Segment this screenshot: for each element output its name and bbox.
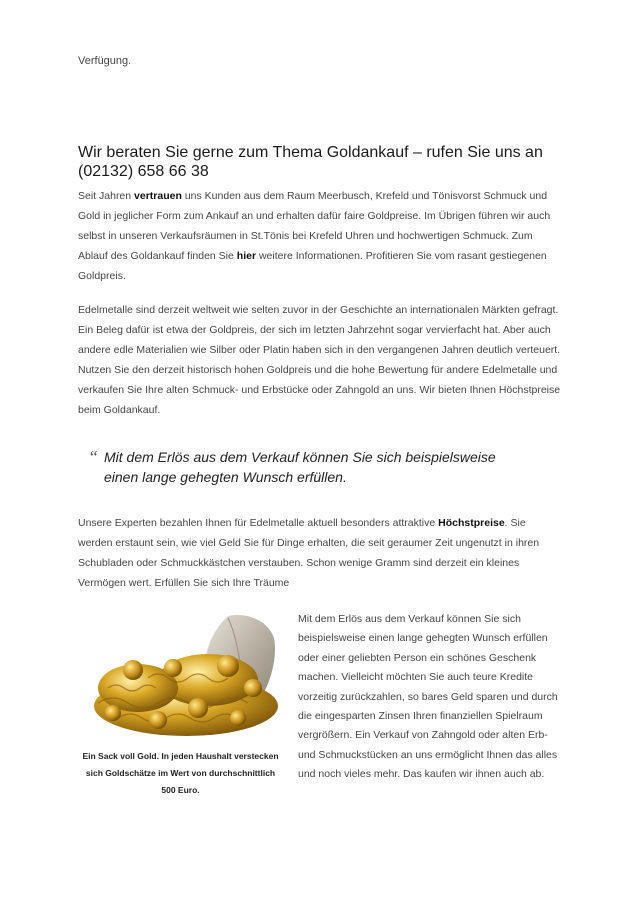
page-title [78,143,562,181]
quote-text [104,447,534,487]
p3-text-a: Unsere Experten bezahlen Ihnen für Edelmetalle aktuell besonders attraktive [78,517,439,529]
p1-text-c: uns Kunden aus dem Raum Meerbusch, Krefeld und Tönisvorst Schmuck und Gold in jeglicher Form zum Ankauf an und erhalten dafür faire Goldpreise. Im Übrigen führen wir auch selbst in unseren Verkaufsräumen in St.Tönis bei Krefeld Uhren und hochwertigen Schmuck. Zum Ablauf des Goldankauf finden Sie [78,190,551,262]
image-caption: Ein Sack voll Gold. In jeden Haushalt verstecken sich Goldschätze im Wert von durchschnittlich 500 Euro. [82,751,279,795]
paragraph-precious-metals: Edelmetalle sind derzeit weltweit wie selten zuvor in der Geschichte an internationalen Märkten gefragt. Ein Beleg dafür ist etwa der Goldpreis, der sich im letzten Jahrzehnt sogar vervierfacht hat. Aber auch andere edle Materialien wie Silber oder Platin haben sich in den vergangenen Jahren deutlich verteuert. Nutzen Sie den derzeit historisch hohen Goldpreis und die hohe Bewertung für andere Edelmetalle und verkaufen Sie Ihre alten Schmuck- und Erbstücke oder Zahngold an uns. Wir bieten Ihnen Höchstpreise beim Goldankauf. [78,304,561,416]
paragraph-experts [78,513,562,593]
link-vertrauen[interactable]: vertrauen [134,190,182,202]
paragraph-trust [78,186,562,286]
quote-line-2: einen lange gehegten Wunsch erfüllen. [104,469,347,485]
quote-mark-icon: “ [88,447,99,467]
link-hier[interactable]: hier [236,250,257,262]
title-line-1: Wir beraten Sie gerne zum Thema Goldankauf – rufen Sie uns an [78,144,543,161]
phone-number: (02132) 658 66 38 [78,163,209,180]
p1-text-a: Seit Jahren [78,190,135,202]
p3-text-c: . Sie werden erstaunt sein, wie viel Geld Sie für Dinge erhalten, die seit geraumer Zeit ungenutzt in ihren Schubladen oder Schmuckkästchen verstauben. Schon wenige Gramm sind derzeit ein kleines Vermögen wert. Erfüllen Sie sich Ihre Träume [78,517,540,589]
gold-sack-image [78,608,283,743]
quote-line-1: Mit dem Erlös aus dem Verkauf können Sie sich beispielsweise [104,449,496,465]
p1-text-e: weitere Informationen. Profitieren Sie vom rasant gestiegenen Goldpreis. [78,250,547,282]
link-hoechstpreise[interactable]: Höchstpreise [438,517,505,529]
paragraph-wishes: Mit dem Erlös aus dem Verkauf können Sie sich beispielsweise einen lange gehegten Wunsch erfüllen oder einer geliebten Person ein schönes Geschenk machen. Vielleicht möchten Sie auch teure Kredite vorzeitig zurückzahlen, so bares Geld sparen und durch die eingesparten Zinsen Ihren finanziellen Spielraum vergrößern. Ein Verkauf von Zahngold oder alten Erb- und Schmuckstücken an uns ermöglicht Ihnen das alles und noch vieles mehr. Das kaufen wir ihnen auch ab. [298,613,558,781]
intro-text: Verfügung. [78,55,132,67]
